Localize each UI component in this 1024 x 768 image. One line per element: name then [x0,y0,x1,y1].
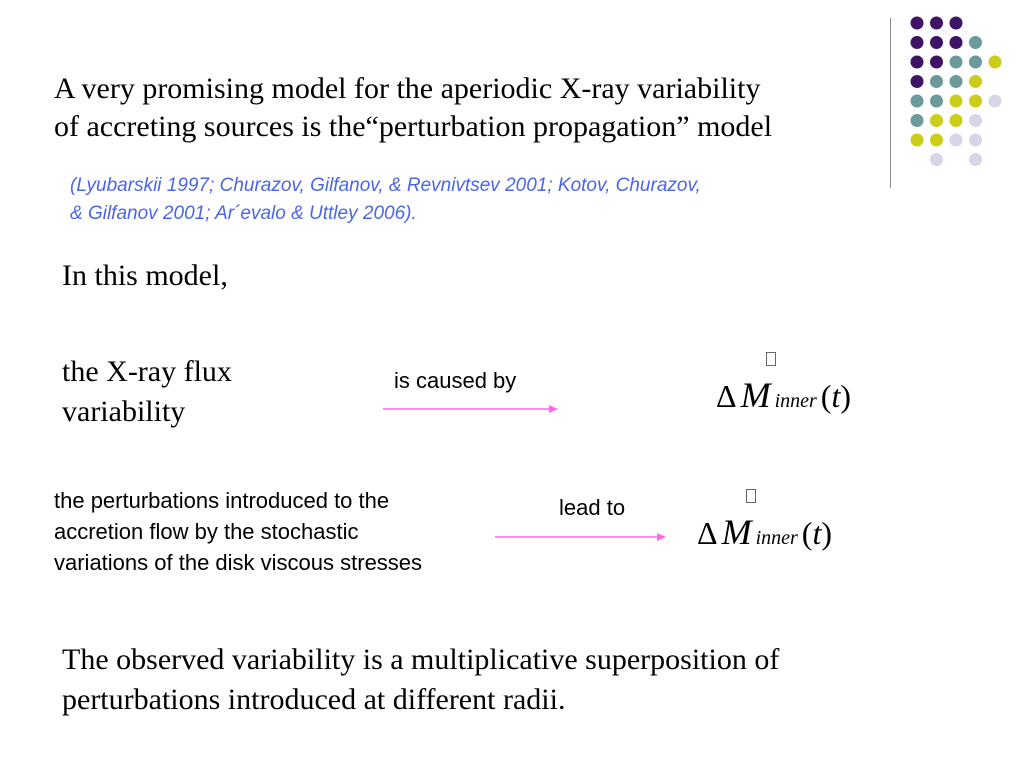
caused-by-label: is caused by [394,368,517,393]
decorative-dot [911,75,924,88]
decorative-dot [950,75,963,88]
decorative-dot [930,114,943,127]
decorative-dot [911,36,924,49]
decorative-dot [950,114,963,127]
decorative-dot [930,134,943,147]
formula-close-paren: ) [840,378,851,414]
decorative-dot [969,134,982,147]
decorative-dot [969,153,982,166]
decorative-dot [930,95,943,108]
formula-subscript: inner [774,390,817,412]
title-line-2: of accreting sources is the“perturbation propagation” model [54,110,773,143]
references-line-1: (Lyubarskii 1997; Churazov, Gilfanov, & Revnivtsev 2001; Kotov, Churazov, [70,175,701,196]
decorative-dot [911,114,924,127]
dot-placeholder-icon [766,352,776,366]
decorative-dot [911,95,924,108]
decorative-dot [950,134,963,147]
slide-title [54,70,894,146]
decorative-dot [930,153,943,166]
decorative-dot [950,17,963,30]
formula-close-paren: ) [821,515,832,551]
arrow-right-icon [383,402,559,416]
references-line-2: & Gilfanov 2001; Ar´evalo & Uttley 2006). [70,203,417,224]
decorative-dot [930,56,943,69]
observed-line-2: perturbations introduced at different radii. [62,683,566,716]
formula-delta: Δ [716,378,737,414]
decorative-dot [969,56,982,69]
decorative-dot [911,17,924,30]
decorative-dot [989,56,1002,69]
decorative-dot [930,36,943,49]
formula-symbol: M [721,512,752,552]
decorative-dot [950,36,963,49]
conclusion-text [62,640,962,720]
perturbations-text [54,485,494,578]
decorative-dot [930,17,943,30]
formula-variable: t [812,515,822,551]
formula-open-paren: ( [820,378,832,414]
flux-line-2: variability [62,395,186,428]
decorative-dot-grid [900,10,1010,170]
flux-line-1: the X-ray flux [62,355,232,388]
references [70,172,860,228]
perturbation-line-1: the perturbations introduced to the [54,488,390,513]
arrow-right-icon [495,530,667,544]
title-line-1: A very promising model for the aperiodic X-ray variability [54,72,761,105]
flux-variability-text [62,352,292,432]
decorative-dot [950,56,963,69]
lead-to-label: lead to [559,495,626,520]
decorative-dot [930,75,943,88]
decorative-dot [969,75,982,88]
intro-text: In this model, [62,259,228,292]
dot-placeholder-icon [746,489,756,503]
formula-symbol: M [740,375,771,415]
formula-open-paren: ( [801,515,813,551]
perturbation-line-3: variations of the disk viscous stresses [54,550,423,575]
decorative-dot [989,95,1002,108]
mass-accretion-formula [716,374,851,416]
decorative-dot [911,56,924,69]
decorative-dot [911,134,924,147]
decorative-dot [950,95,963,108]
perturbation-line-2: accretion flow by the stochastic [54,519,359,544]
formula-delta: Δ [697,515,718,551]
formula-variable: t [831,378,841,414]
decorative-dot [969,114,982,127]
decorative-dot [969,95,982,108]
decorative-dot [969,36,982,49]
mass-accretion-formula [697,511,832,553]
formula-subscript: inner [755,527,798,549]
observed-line-1: The observed variability is a multiplicative superposition of [62,643,780,676]
